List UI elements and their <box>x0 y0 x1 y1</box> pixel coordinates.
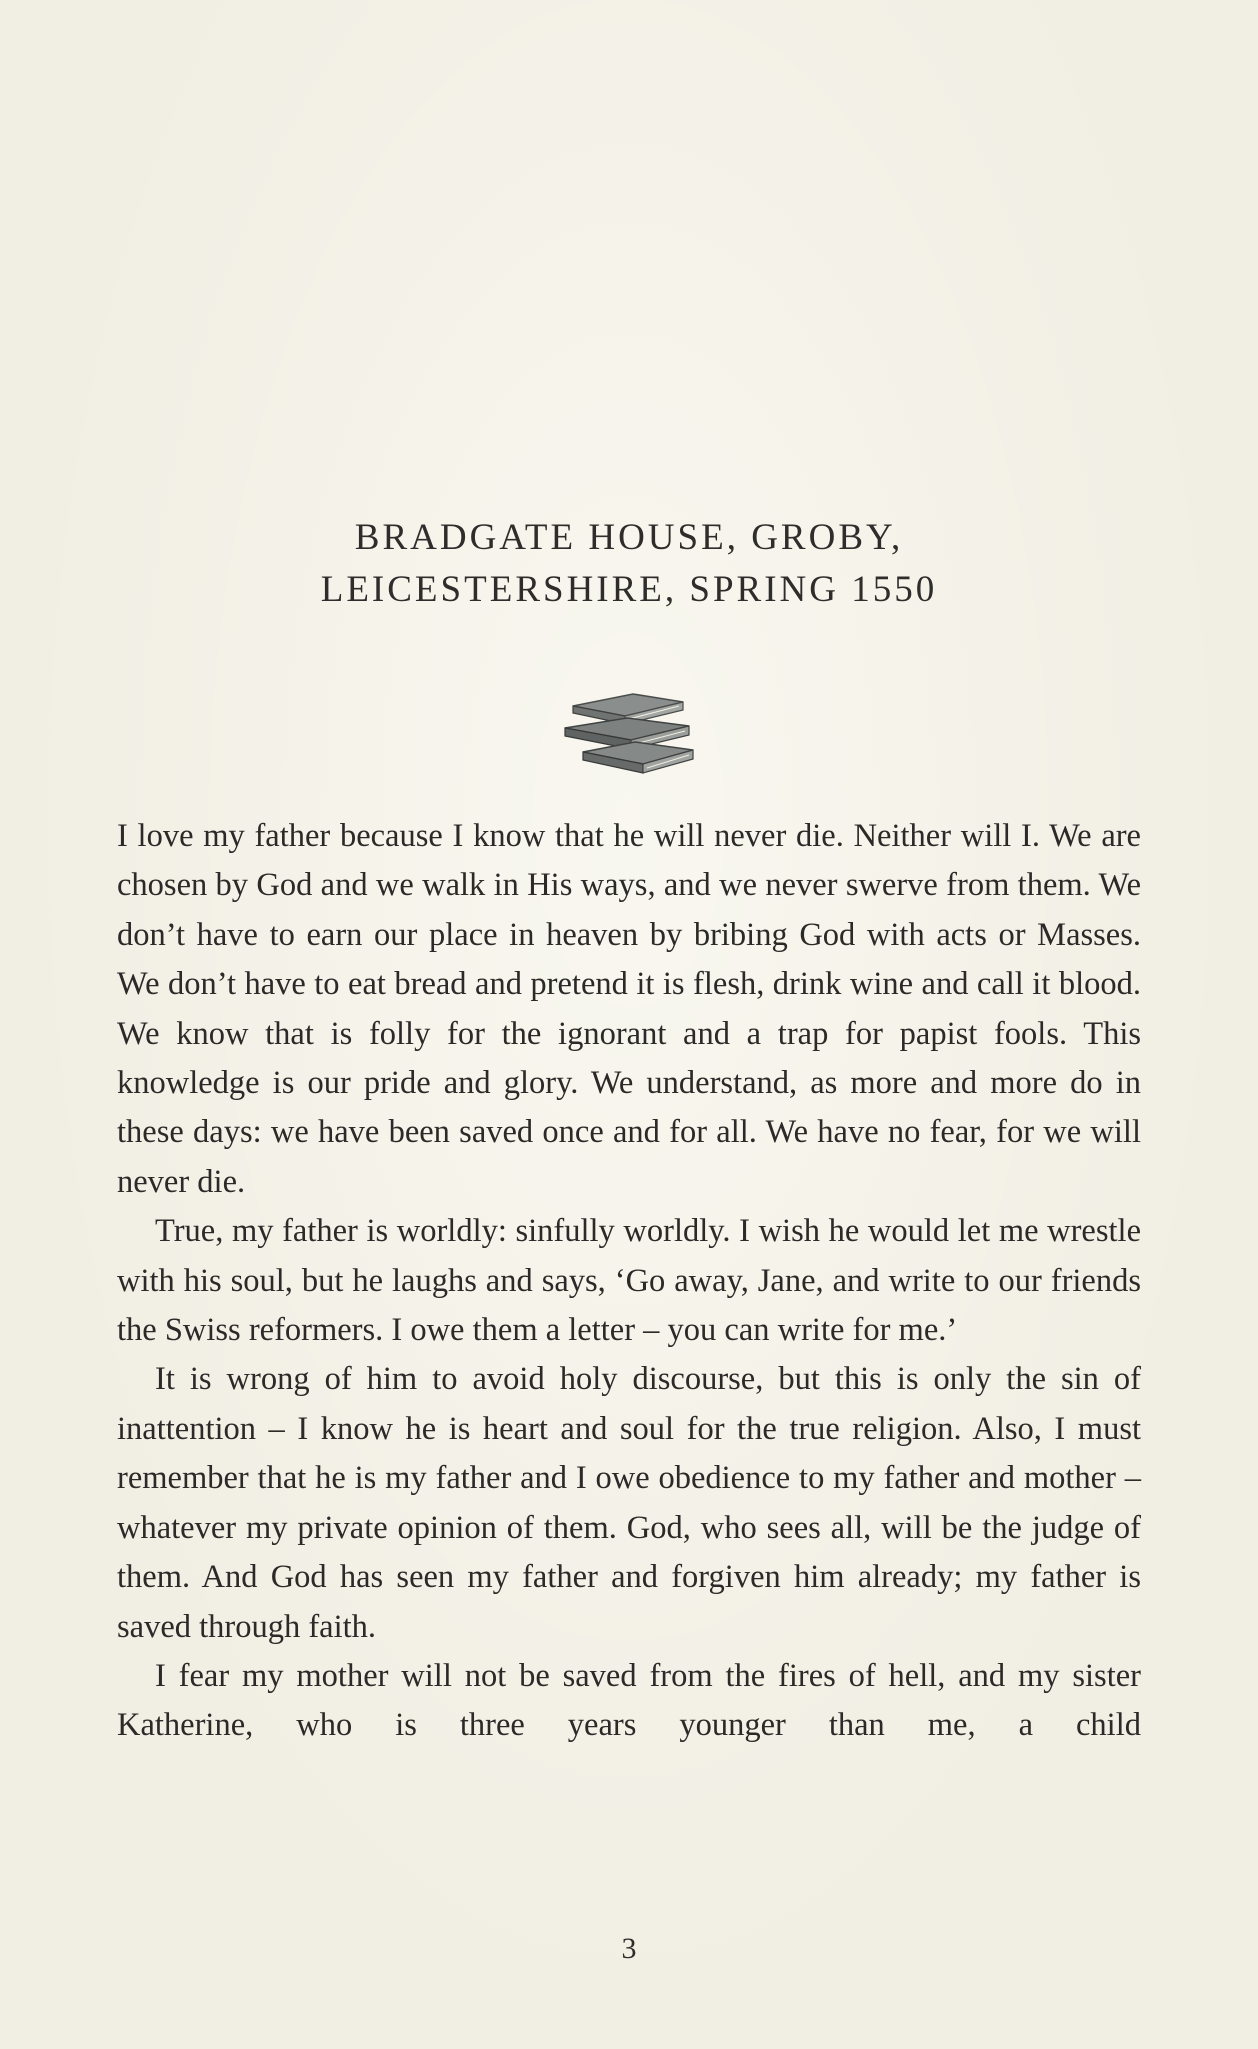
stacked-books-icon <box>555 680 705 780</box>
chapter-heading <box>0 512 1258 616</box>
paragraph-1: I love my father because I know that he will never die. Neither will I. We are chosen by God and we walk in His ways, and we never swerve from them. We don’t have to earn our place in heaven by bribing God with acts or Masses. We don’t have to eat bread and pretend it is flesh, drink wine and call it blood. We know that is folly for the ignorant and a trap for papist fools. This knowledge is our pride and glory. We understand, as more and more do in these days: we have been saved once and for all. We have no fear, for we will never die. <box>117 818 1141 1200</box>
body-text <box>117 812 1141 1751</box>
page-number: 3 <box>621 1932 637 1965</box>
chapter-heading-line-1: BRADGATE HOUSE, GROBY, <box>354 517 904 558</box>
paragraph-4: I fear my mother will not be saved from the fires of hell, and my sister Katherine, who is three years younger than me, a child <box>117 1657 1141 1744</box>
paragraph-2: True, my father is worldly: sinfully worldly. I wish he would let me wrestle with his soul, but he laughs and says, ‘Go away, Jane, and write to our friends the Swiss reformers. I owe them a letter – you can write for me.’ <box>117 1213 1141 1349</box>
chapter-heading-line-2: LEICESTERSHIRE, SPRING 1550 <box>320 569 938 610</box>
paragraph-3: It is wrong of him to avoid holy discourse, but this is only the sin of inattention – I know he is heart and soul for the true religion. Also, I must remember that he is my father and I owe obedience to my father and mother – whatever my private opinion of them. God, who sees all, will be the judge of them. And God has seen my father and forgiven him already; my father is saved through faith. <box>117 1361 1141 1645</box>
